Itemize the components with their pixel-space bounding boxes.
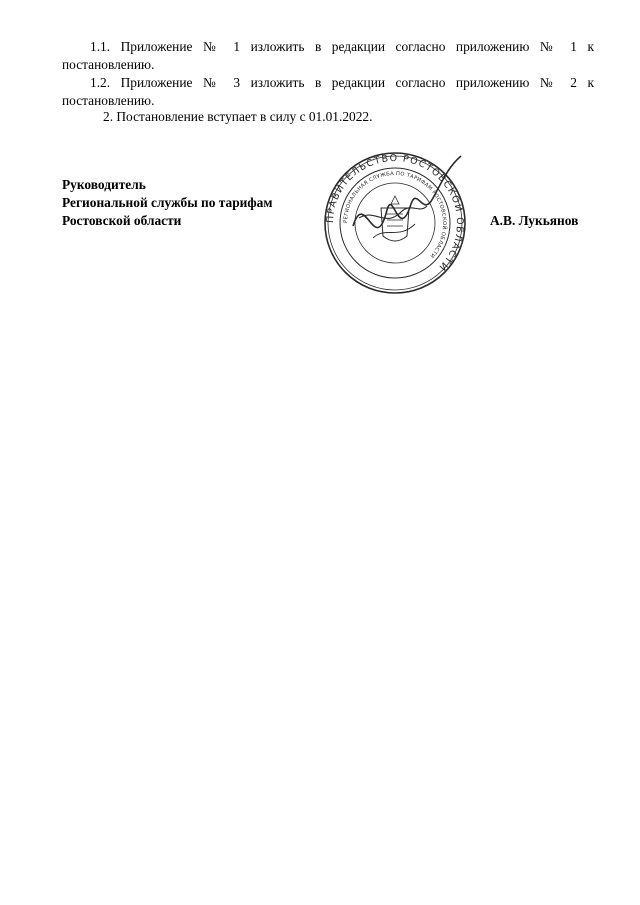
signer-position-line: Региональной службы по тарифам xyxy=(62,195,273,210)
signer-position xyxy=(62,176,272,230)
official-seal-icon xyxy=(315,148,475,298)
signer-position-line: Ростовской области xyxy=(62,213,182,228)
seal-inner-text: РЕГИОНАЛЬНАЯ СЛУЖБА ПО ТАРИФАМ РОСТОВСКОЙ ОБЛАСТИ xyxy=(342,170,448,259)
signer-name: А.В. Лукьянов xyxy=(490,213,579,228)
paragraph-1-2: 1.2. Приложение № 3 изложить в редакции согласно приложению № 2 к постановлению. xyxy=(62,75,594,108)
signer-position-line: Руководитель xyxy=(62,177,146,192)
seal-outer-text: ПРАВИТЕЛЬСТВО РОСТОВСКОЙ ОБЛАСТИ xyxy=(324,152,466,274)
paragraph-2: 2. Постановление вступает в силу с 01.01.2022. xyxy=(103,109,373,124)
paragraph-1-1: 1.1. Приложение № 1 изложить в редакции согласно приложению № 1 к постановлению. xyxy=(62,39,594,72)
